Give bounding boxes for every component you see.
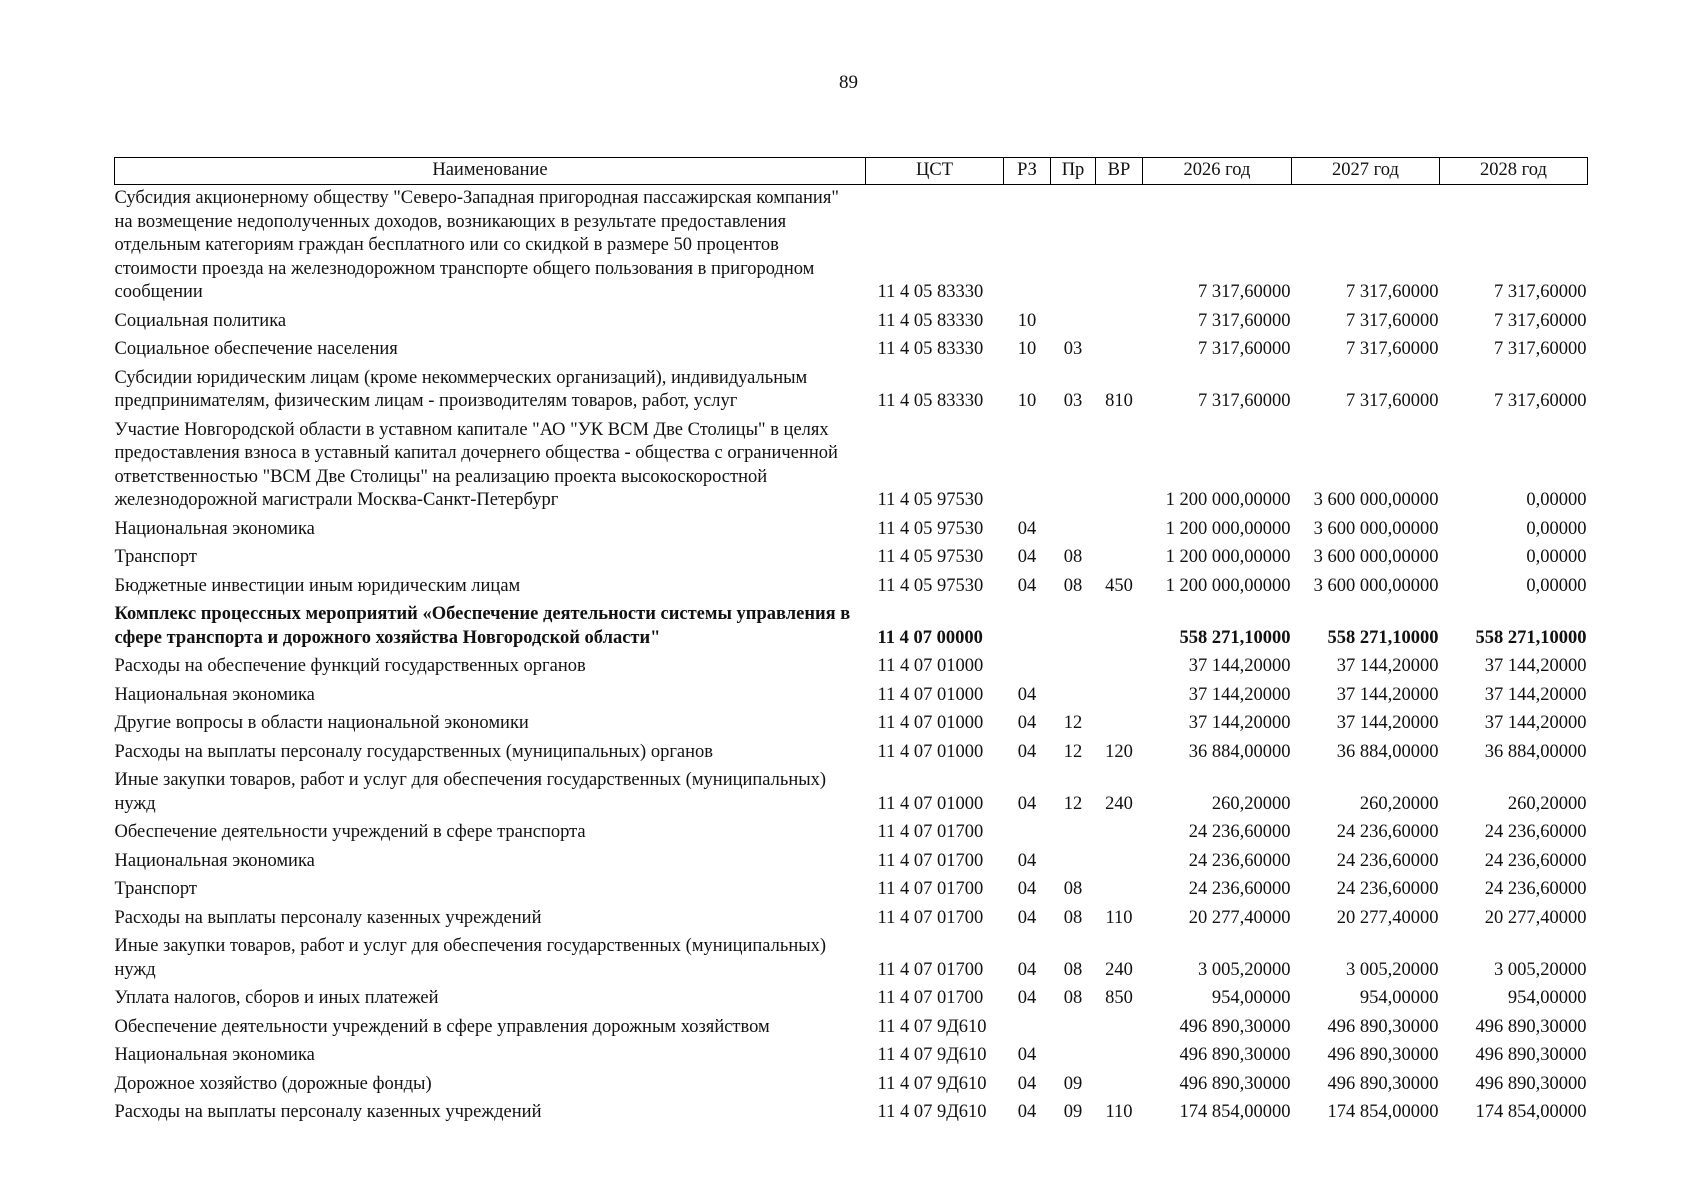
row-amount-2028: 0,00000 (1526, 575, 1587, 596)
row-vr: 850 (1105, 988, 1133, 1008)
row-cst: 11 4 07 9Д610 (877, 1016, 987, 1037)
row-cst: 11 4 05 83330 (877, 310, 984, 331)
row-amount-2028: 36 884,00000 (1484, 741, 1587, 762)
row-pr: 03 (1063, 391, 1083, 411)
table-row (115, 845, 1588, 874)
table-row (115, 1011, 1588, 1040)
row-amount-2026: 24 236,60000 (1188, 850, 1291, 871)
row-vr (1096, 679, 1143, 708)
row-cst: 11 4 07 01000 (877, 656, 984, 676)
row-amount-2028: 496 890,30000 (1475, 1073, 1587, 1094)
row-rz (1004, 650, 1051, 679)
row-amount-2027: 37 144,20000 (1336, 684, 1439, 705)
row-vr (1096, 1011, 1143, 1040)
row-cst: 11 4 07 01000 (877, 793, 984, 814)
row-amount-2026: 24 236,60000 (1188, 879, 1291, 899)
row-amount-2027: 20 277,40000 (1336, 907, 1439, 928)
row-rz: 10 (1017, 310, 1037, 331)
row-cst: 11 4 07 01000 (877, 684, 984, 705)
row-amount-2026: 7 317,60000 (1198, 310, 1291, 331)
row-vr: 450 (1105, 575, 1133, 596)
row-amount-2026: 7 317,60000 (1198, 282, 1291, 302)
row-amount-2027: 496 890,30000 (1327, 1073, 1439, 1094)
row-amount-2028: 20 277,40000 (1484, 907, 1587, 928)
row-amount-2028: 7 317,60000 (1494, 339, 1587, 359)
header-vr: ВР (1096, 158, 1143, 185)
row-vr (1096, 333, 1143, 362)
row-rz: 04 (1017, 1073, 1037, 1094)
row-rz: 04 (1017, 1045, 1037, 1065)
table-row (115, 414, 1588, 513)
row-pr: 08 (1063, 988, 1083, 1008)
table-row (115, 513, 1588, 542)
table-row (115, 305, 1588, 334)
row-amount-2026: 496 890,30000 (1179, 1073, 1291, 1094)
table-row (115, 982, 1588, 1011)
table-row (115, 679, 1588, 708)
row-amount-2026: 1 200 000,00000 (1165, 518, 1291, 539)
row-vr (1096, 707, 1143, 736)
row-amount-2028: 7 317,60000 (1494, 310, 1587, 331)
table-body (115, 185, 1588, 1125)
row-pr: 12 (1063, 793, 1083, 814)
row-cst: 11 4 07 01000 (877, 713, 984, 733)
row-name: Субсидии юридическим лицам (кроме некоммерческих организаций), индивидуальным предпринимателям, физическим лицам - производителям товаров, работ, услуг (114, 367, 808, 411)
row-vr (1096, 816, 1143, 845)
header-2028: 2028 год (1440, 158, 1588, 185)
row-name: Расходы на выплаты персоналу государственных (муниципальных) органов (114, 741, 714, 762)
row-name: Национальная экономика (114, 850, 315, 871)
row-amount-2027: 37 144,20000 (1336, 713, 1439, 733)
row-pr (1051, 845, 1096, 874)
row-vr (1096, 598, 1143, 650)
row-vr (1096, 873, 1143, 902)
row-rz: 04 (1017, 793, 1037, 814)
header-2026: 2026 год (1143, 158, 1292, 185)
row-cst: 11 4 07 00000 (877, 627, 983, 648)
row-name: Социальная политика (114, 310, 287, 331)
row-amount-2027: 36 884,00000 (1336, 741, 1439, 762)
row-amount-2026: 1 200 000,00000 (1165, 575, 1291, 596)
row-vr (1096, 650, 1143, 679)
row-name: Национальная экономика (114, 684, 315, 705)
row-amount-2027: 260,20000 (1359, 793, 1439, 814)
row-pr: 08 (1063, 547, 1083, 567)
row-rz (1004, 1011, 1051, 1040)
header-pr: Пр (1051, 158, 1096, 185)
row-amount-2027: 24 236,60000 (1336, 850, 1439, 871)
row-rz: 04 (1017, 684, 1037, 705)
row-amount-2026: 7 317,60000 (1198, 339, 1291, 359)
row-vr (1096, 414, 1143, 513)
row-pr (1051, 305, 1096, 334)
row-name: Расходы на выплаты персоналу казенных учреждений (114, 1102, 542, 1122)
row-amount-2027: 3 005,20000 (1346, 959, 1439, 980)
row-pr (1051, 414, 1096, 513)
row-amount-2027: 7 317,60000 (1346, 391, 1439, 411)
row-vr: 240 (1105, 959, 1133, 980)
row-amount-2028: 496 890,30000 (1475, 1045, 1587, 1065)
table-row (115, 930, 1588, 982)
table-row (115, 707, 1588, 736)
row-name: Уплата налогов, сборов и иных платежей (114, 988, 439, 1008)
row-vr (1096, 1039, 1143, 1068)
row-pr: 08 (1063, 959, 1083, 980)
row-amount-2026: 3 005,20000 (1198, 959, 1291, 980)
header-cst: ЦСТ (866, 158, 1004, 185)
row-amount-2028: 37 144,20000 (1484, 656, 1587, 676)
row-pr: 08 (1063, 879, 1083, 899)
row-amount-2027: 3 600 000,00000 (1313, 547, 1439, 567)
row-vr: 120 (1105, 741, 1133, 762)
row-vr: 110 (1105, 907, 1133, 928)
row-rz: 10 (1017, 339, 1037, 359)
budget-table (114, 157, 1588, 1125)
row-name: Национальная экономика (114, 1045, 315, 1065)
row-name: Расходы на обеспечение функций государственных органов (114, 656, 586, 676)
table-row (115, 816, 1588, 845)
header-rz: РЗ (1004, 158, 1051, 185)
table-row (115, 1096, 1588, 1125)
row-rz: 04 (1017, 1102, 1037, 1122)
row-amount-2026: 36 884,00000 (1188, 741, 1291, 762)
row-pr (1051, 1011, 1096, 1040)
row-cst: 11 4 07 01700 (877, 850, 984, 871)
row-cst: 11 4 05 97530 (877, 575, 984, 596)
row-vr (1096, 305, 1143, 334)
row-name: Расходы на выплаты персоналу казенных учреждений (114, 907, 542, 928)
row-pr: 08 (1063, 907, 1083, 928)
row-name: Иные закупки товаров, работ и услуг для обеспечения государственных (муниципальных) нужд (114, 770, 827, 814)
row-pr: 09 (1063, 1073, 1083, 1094)
row-amount-2027: 24 236,60000 (1336, 822, 1439, 842)
row-amount-2026: 496 890,30000 (1179, 1016, 1291, 1037)
row-amount-2026: 37 144,20000 (1188, 656, 1291, 676)
row-pr (1051, 185, 1096, 305)
row-amount-2028: 954,00000 (1507, 988, 1587, 1008)
row-rz: 04 (1017, 879, 1037, 899)
row-cst: 11 4 07 01000 (877, 741, 984, 762)
table-row (115, 541, 1588, 570)
row-amount-2028: 37 144,20000 (1484, 684, 1587, 705)
row-cst: 11 4 07 9Д610 (877, 1073, 987, 1094)
row-amount-2027: 3 600 000,00000 (1313, 575, 1439, 596)
row-cst: 11 4 07 01700 (877, 822, 984, 842)
row-name: Социальное обеспечение населения (114, 339, 398, 359)
row-amount-2026: 260,20000 (1211, 793, 1291, 814)
row-name: Обеспечение деятельности учреждений в сфере управления дорожным хозяйством (114, 1016, 770, 1037)
row-amount-2026: 24 236,60000 (1188, 822, 1291, 842)
row-rz: 04 (1017, 713, 1037, 733)
row-vr (1096, 1068, 1143, 1097)
table-row (115, 1039, 1588, 1068)
row-amount-2027: 3 600 000,00000 (1313, 490, 1439, 510)
row-vr: 240 (1105, 793, 1133, 814)
row-amount-2026: 496 890,30000 (1179, 1045, 1291, 1065)
row-rz (1004, 414, 1051, 513)
header-2027: 2027 год (1292, 158, 1440, 185)
row-vr (1096, 185, 1143, 305)
row-amount-2028: 24 236,60000 (1484, 879, 1587, 899)
row-pr: 12 (1063, 713, 1083, 733)
row-vr (1096, 541, 1143, 570)
row-amount-2027: 3 600 000,00000 (1313, 518, 1439, 539)
row-vr: 110 (1105, 1102, 1133, 1122)
row-cst: 11 4 07 9Д610 (877, 1045, 987, 1065)
row-amount-2027: 7 317,60000 (1346, 282, 1439, 302)
row-pr: 08 (1063, 575, 1083, 596)
row-amount-2027: 37 144,20000 (1336, 656, 1439, 676)
row-name: Дорожное хозяйство (дорожные фонды) (114, 1073, 432, 1094)
row-cst: 11 4 07 01700 (877, 907, 984, 928)
row-vr: 810 (1105, 391, 1133, 411)
row-pr: 12 (1063, 741, 1083, 762)
row-rz (1004, 816, 1051, 845)
row-cst: 11 4 05 97530 (877, 547, 984, 567)
row-cst: 11 4 05 97530 (877, 490, 984, 510)
row-rz: 04 (1017, 518, 1037, 539)
table-row (115, 736, 1588, 765)
row-cst: 11 4 05 83330 (877, 391, 984, 411)
row-amount-2027: 558 271,10000 (1327, 627, 1439, 648)
header-row (115, 158, 1588, 185)
row-name: Транспорт (114, 879, 197, 899)
row-name: Комплекс процессных мероприятий «Обеспечение деятельности системы управления в сфере транспорта и дорожного хозяйства Новгородской области" (114, 604, 851, 648)
row-amount-2028: 260,20000 (1507, 793, 1587, 814)
row-amount-2028: 0,00000 (1526, 547, 1587, 567)
row-amount-2027: 954,00000 (1359, 988, 1439, 1008)
row-pr (1051, 816, 1096, 845)
table-row (115, 902, 1588, 931)
row-pr (1051, 679, 1096, 708)
row-amount-2028: 0,00000 (1526, 518, 1587, 539)
row-amount-2026: 37 144,20000 (1188, 684, 1291, 705)
row-name: Национальная экономика (114, 518, 315, 539)
row-rz: 04 (1017, 575, 1037, 596)
row-amount-2026: 954,00000 (1211, 988, 1291, 1008)
row-cst: 11 4 05 83330 (877, 339, 984, 359)
row-amount-2026: 20 277,40000 (1188, 907, 1291, 928)
row-vr (1096, 845, 1143, 874)
row-cst: 11 4 07 9Д610 (877, 1102, 987, 1122)
row-rz: 04 (1017, 741, 1037, 762)
table-row (115, 650, 1588, 679)
row-pr (1051, 1039, 1096, 1068)
row-name: Обеспечение деятельности учреждений в сфере транспорта (114, 822, 586, 842)
row-amount-2026: 174 854,00000 (1179, 1102, 1291, 1122)
row-pr (1051, 598, 1096, 650)
row-rz: 04 (1017, 907, 1037, 928)
row-name: Иные закупки товаров, работ и услуг для обеспечения государственных (муниципальных) нужд (114, 936, 827, 980)
row-cst: 11 4 07 01700 (877, 988, 984, 1008)
row-cst: 11 4 07 01700 (877, 879, 984, 899)
row-amount-2027: 7 317,60000 (1346, 310, 1439, 331)
row-amount-2028: 0,00000 (1526, 490, 1587, 510)
row-rz: 04 (1017, 988, 1037, 1008)
table-row (115, 598, 1588, 650)
row-amount-2028: 558 271,10000 (1475, 627, 1587, 648)
row-amount-2027: 7 317,60000 (1346, 339, 1439, 359)
row-name: Участие Новгородской области в уставном капитале "АО "УК ВСМ Две Столицы" в целях предоставления взноса в уставный капитал дочернего общества - общества с ограниченной ответственностью "ВСМ Две Столицы" на реализацию проекта высокоскоростной железнодорожной магистрали Москва-Санкт-Петербург (114, 419, 838, 510)
row-amount-2028: 7 317,60000 (1494, 391, 1587, 411)
row-amount-2027: 24 236,60000 (1336, 879, 1439, 899)
table-row (115, 185, 1588, 305)
row-amount-2026: 7 317,60000 (1198, 391, 1291, 411)
row-amount-2026: 37 144,20000 (1188, 713, 1291, 733)
table-row (115, 873, 1588, 902)
row-rz: 04 (1017, 959, 1037, 980)
row-pr (1051, 513, 1096, 542)
table-row (115, 570, 1588, 599)
row-rz (1004, 598, 1051, 650)
row-cst: 11 4 05 83330 (877, 282, 984, 302)
table-row (115, 1068, 1588, 1097)
row-amount-2028: 3 005,20000 (1494, 959, 1587, 980)
table-row (115, 362, 1588, 414)
row-amount-2028: 7 317,60000 (1494, 282, 1587, 302)
row-amount-2027: 174 854,00000 (1327, 1102, 1439, 1122)
row-amount-2028: 174 854,00000 (1475, 1102, 1587, 1122)
row-amount-2026: 558 271,10000 (1179, 627, 1291, 648)
row-rz (1004, 185, 1051, 305)
row-amount-2028: 37 144,20000 (1484, 713, 1587, 733)
row-amount-2027: 496 890,30000 (1327, 1045, 1439, 1065)
row-amount-2028: 496 890,30000 (1475, 1016, 1587, 1037)
row-amount-2028: 24 236,60000 (1484, 850, 1587, 871)
row-amount-2026: 1 200 000,00000 (1165, 490, 1291, 510)
table-row (115, 764, 1588, 816)
row-rz: 04 (1017, 547, 1037, 567)
row-pr (1051, 650, 1096, 679)
row-cst: 11 4 05 97530 (877, 518, 984, 539)
row-rz: 10 (1017, 391, 1037, 411)
row-name: Транспорт (114, 547, 197, 567)
row-pr: 03 (1063, 339, 1083, 359)
row-name: Субсидия акционерному обществу "Северо-Западная пригородная пассажирская компания" на возмещение недополученных доходов, возникающих в результате предоставления отдельным категориям граждан бесплатного или со скидкой в размере 50 процентов стоимости проезда на железнодорожном транспорте общего пользования в пригородном сообщении (114, 188, 839, 302)
row-amount-2028: 24 236,60000 (1484, 822, 1587, 842)
row-cst: 11 4 07 01700 (877, 959, 984, 980)
table-row (115, 333, 1588, 362)
row-vr (1096, 513, 1143, 542)
row-amount-2027: 496 890,30000 (1327, 1016, 1439, 1037)
page-number: 89 (839, 72, 858, 93)
row-rz: 04 (1017, 850, 1037, 871)
header-name: Наименование (115, 158, 866, 185)
row-pr: 09 (1063, 1102, 1083, 1122)
row-name: Другие вопросы в области национальной экономики (114, 713, 529, 733)
row-name: Бюджетные инвестиции иным юридическим лицам (114, 575, 521, 596)
row-amount-2026: 1 200 000,00000 (1165, 547, 1291, 567)
